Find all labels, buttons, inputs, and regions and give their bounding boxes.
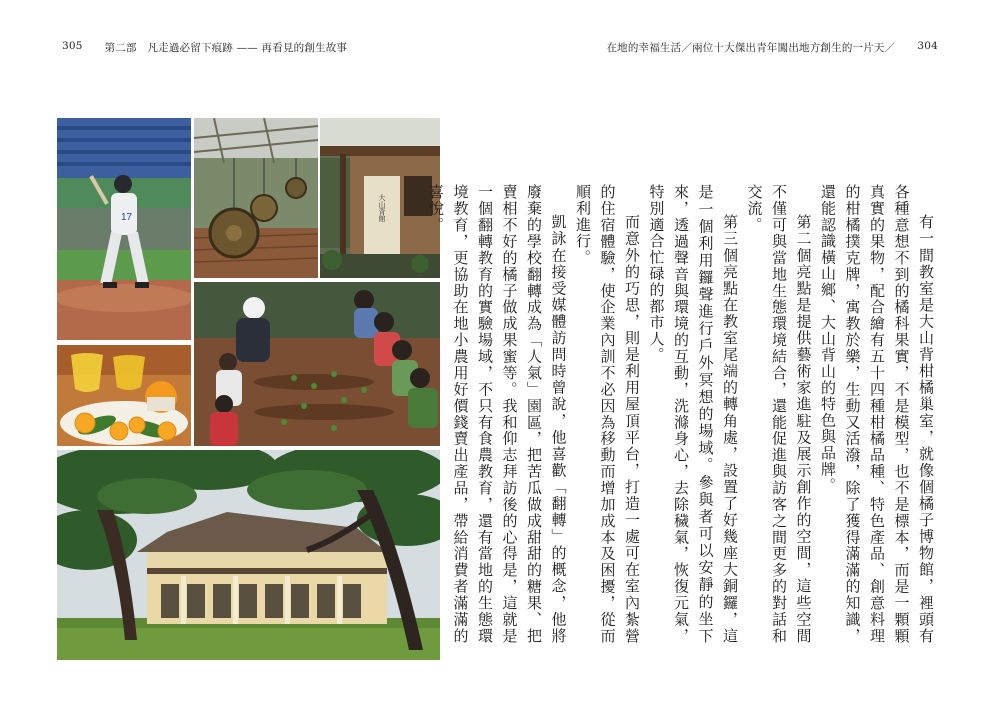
body-paragraph: 而意外的巧思，則是利用屋頂平台，打造一處可在室內紮營的住宿體驗，使企業內訓不必因為移動而增加成本及困擾，從而順利進行。 [574,184,641,644]
body-paragraph: 凱詠在接受媒體訪問時曾說，他喜歡「翻轉」的概念，他將廢棄的學校翻轉成為「人氣」園區，把苦瓜做成甜甜的糖果、把賣相不好的橘子做成果蜜等。我和仰志拜訪後的心得是，這就是一個翻轉教育的實驗場域，不只有食農教育，還有當地的生態環境教育，更協助在地小農用好價錢賣出產品，帶給消費者滿滿的喜悅。 [427,184,568,644]
body-paragraph: 第三個亮點在教室尾端的轉角處，設置了好幾座大銅鑼，這是一個利用鑼聲進行戶外冥想的場域。參與者可以安靜的坐下來，透過聲音與環境的互動，洗滌身心，去除穢氣，恢復元氣，特別適合忙碌的都市人。 [647,184,739,644]
gongs-pavilion-photo [194,118,318,278]
building-sign-text: 大山背館 [378,194,386,222]
wooden-building-entrance-photo [320,118,440,278]
right-page-number: 304 [917,40,938,52]
left-page-number: 305 [62,40,83,52]
body-text [427,184,938,644]
left-header-title: 第二部 凡走過必留下痕跡 —— 再看見的創生故事 [104,42,348,54]
jersey-number: 17 [121,212,133,223]
children-planting-photo [194,282,440,446]
orange-drinks-photo [57,345,191,446]
body-paragraph: 有一間教室是大山背柑橘巢室，就像個橘子博物館，裡頭有各種意想不到的橘科果實，不是模型，也不是標本，而是一顆顆真實的果物，配合繪有五十四種柑橘品種、特色產品、創意料理的柑橘撲克牌，寓教於樂，生動又活潑，除了獲得滿滿的知識，還能認識橫山鄉、大山背山的特色與品牌。 [819,184,935,644]
left-page-header [62,40,347,55]
right-header-title: 在地的幸福生活／兩位十大傑出青年闖出地方創生的一片天／ [606,42,896,54]
pine-trees-building-photo [57,450,440,660]
right-page-header [606,40,938,55]
baseball-player-photo [57,118,191,340]
body-paragraph: 第二個亮點是提供藝術家進駐及展示創作的空間，這些空間不僅可與當地生態環境結合，還能促進與訪客之間更多的對話和交流。 [745,184,813,644]
